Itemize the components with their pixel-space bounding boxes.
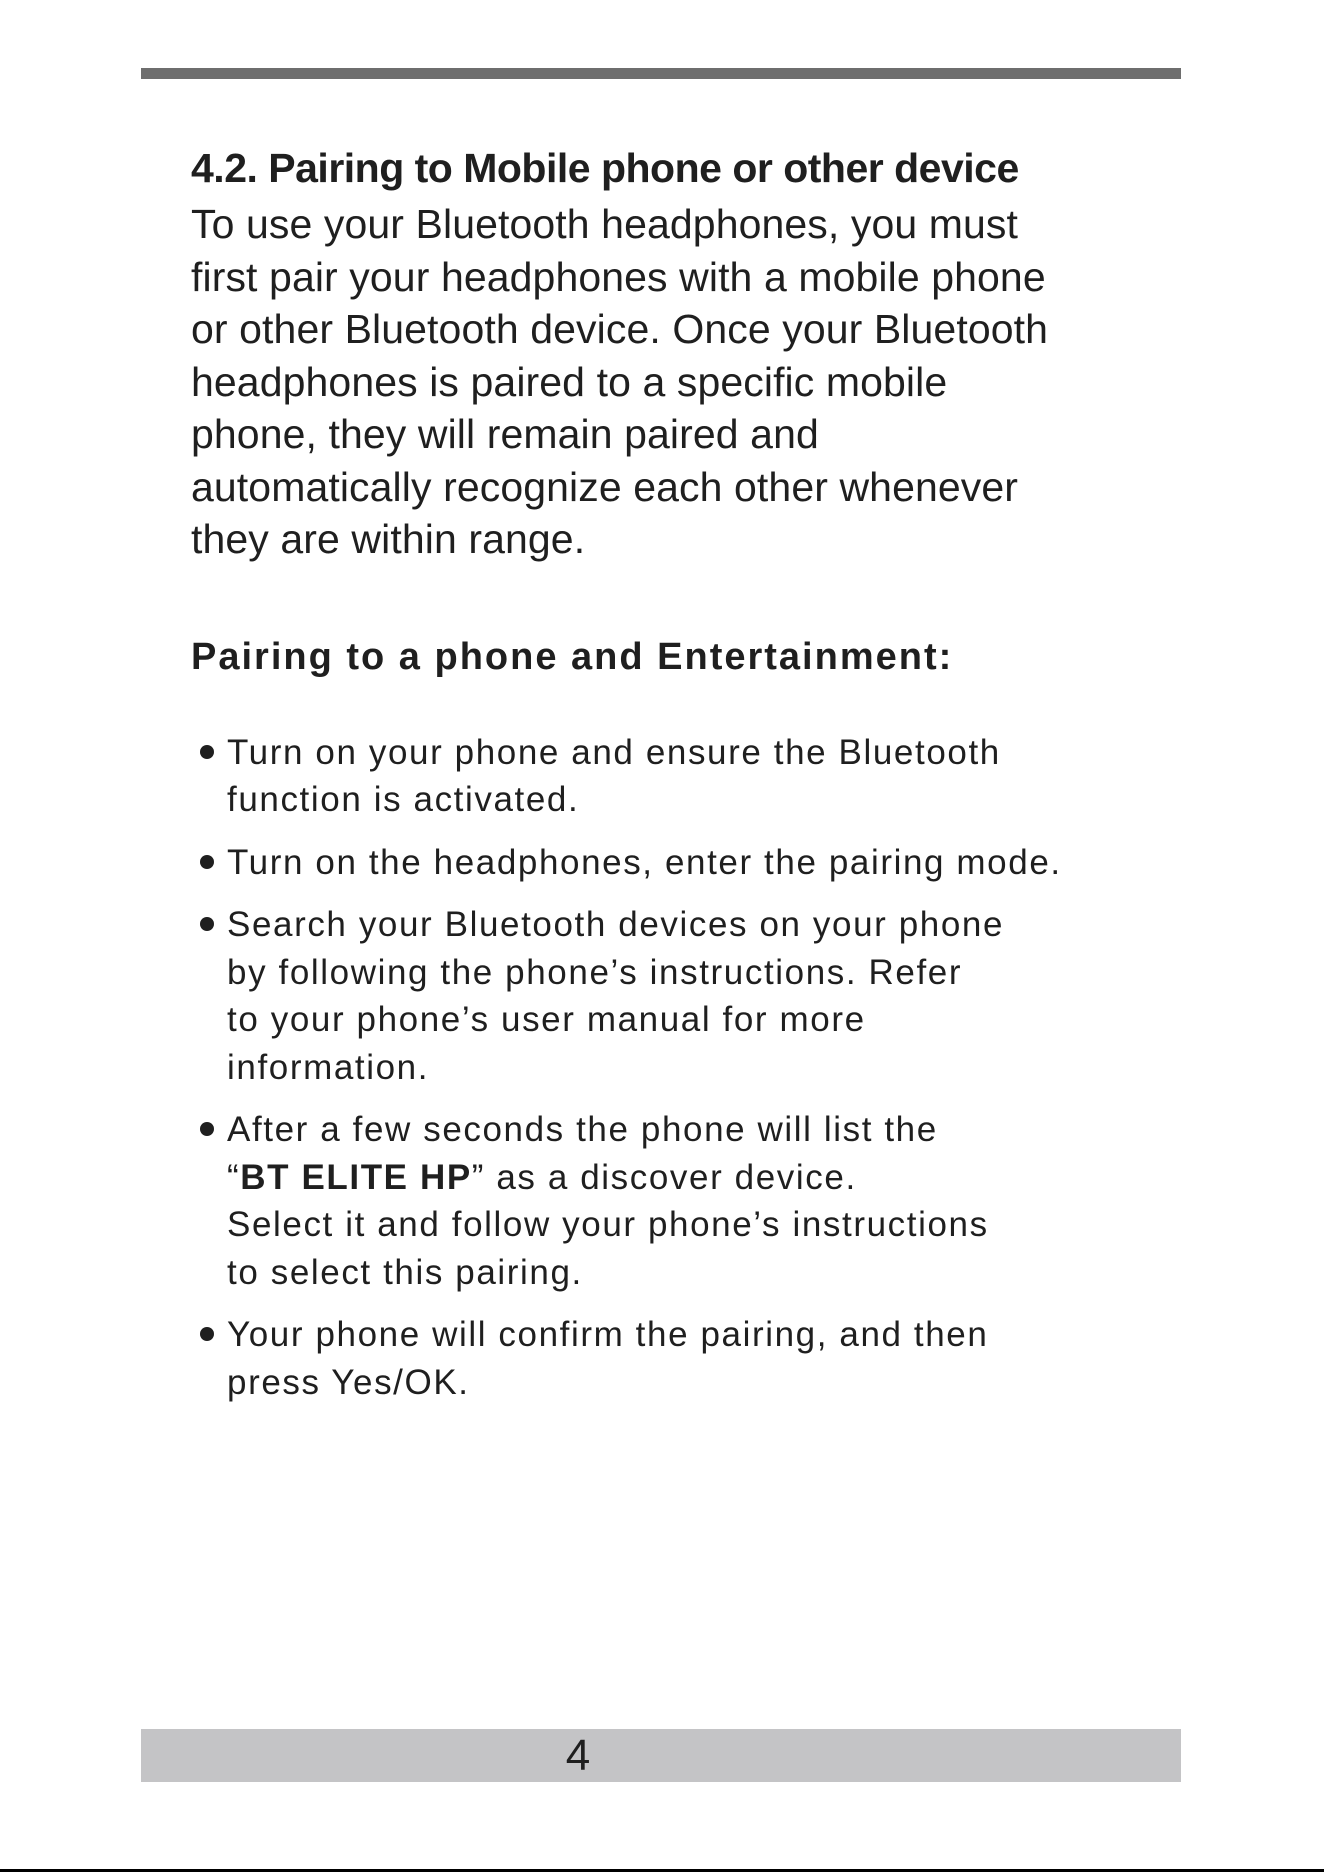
open-quote: “ (227, 1157, 241, 1197)
pairing-step-confirm (191, 1311, 1191, 1406)
bullet-icon (200, 917, 214, 931)
device-line-suffix: ” as a discover device. (471, 1157, 857, 1197)
step-line: information. (227, 1047, 430, 1087)
step-line: Your phone will confirm the pairing, and then (227, 1315, 989, 1354)
intro-line: headphones is paired to a specific mobile (191, 358, 948, 405)
pairing-step-select-device (191, 1106, 1191, 1296)
intro-line: phone, they will remain paired and (191, 411, 819, 457)
pairing-heading: Pairing to a phone and Entertainment: (191, 635, 954, 678)
step-line: press Yes/OK. (227, 1362, 470, 1402)
bullet-icon (200, 745, 214, 759)
intro-line: or other Bluetooth device. Once your Bluetooth (191, 306, 1049, 352)
step-line: Search your Bluetooth devices on your phone (227, 905, 1005, 944)
pairing-step-enter-pairing-mode (191, 839, 1191, 887)
intro-line: they are within range. (191, 516, 586, 562)
step-line: to your phone’s user manual for more (227, 1000, 866, 1039)
intro-line: automatically recognize each other whenever (191, 463, 1019, 510)
step-line: function is activated. (227, 780, 580, 819)
pairing-step-power-on-phone (191, 729, 1191, 824)
step-line: Turn on your phone and ensure the Bluetooth (227, 732, 1001, 772)
step-line: to select this pairing. (227, 1252, 583, 1292)
section-heading: 4.2. Pairing to Mobile phone or other device (191, 145, 1019, 191)
page-content (191, 138, 1191, 1421)
pairing-step-search-devices (191, 901, 1191, 1091)
bullet-icon (200, 1327, 214, 1341)
step-line: Select it and follow your phone’s instructions (227, 1205, 989, 1244)
intro-paragraph (191, 198, 1151, 566)
page-number: 4 (565, 1731, 591, 1780)
step-line: Turn on the headphones, enter the pairing mode. (227, 842, 1062, 882)
intro-line: To use your Bluetooth headphones, you must (191, 201, 1019, 247)
header-rule (141, 68, 1181, 79)
pairing-steps-list (191, 729, 1191, 1407)
bullet-icon (200, 1122, 214, 1136)
step-line: After a few seconds the phone will list the (227, 1110, 938, 1149)
step-line: by following the phone’s instructions. Refer (227, 952, 963, 992)
intro-line: first pair your headphones with a mobile phone (191, 253, 1046, 300)
bullet-icon (200, 855, 214, 869)
device-name: BT ELITE HP (240, 1157, 472, 1197)
step-line-device (227, 1154, 1191, 1202)
